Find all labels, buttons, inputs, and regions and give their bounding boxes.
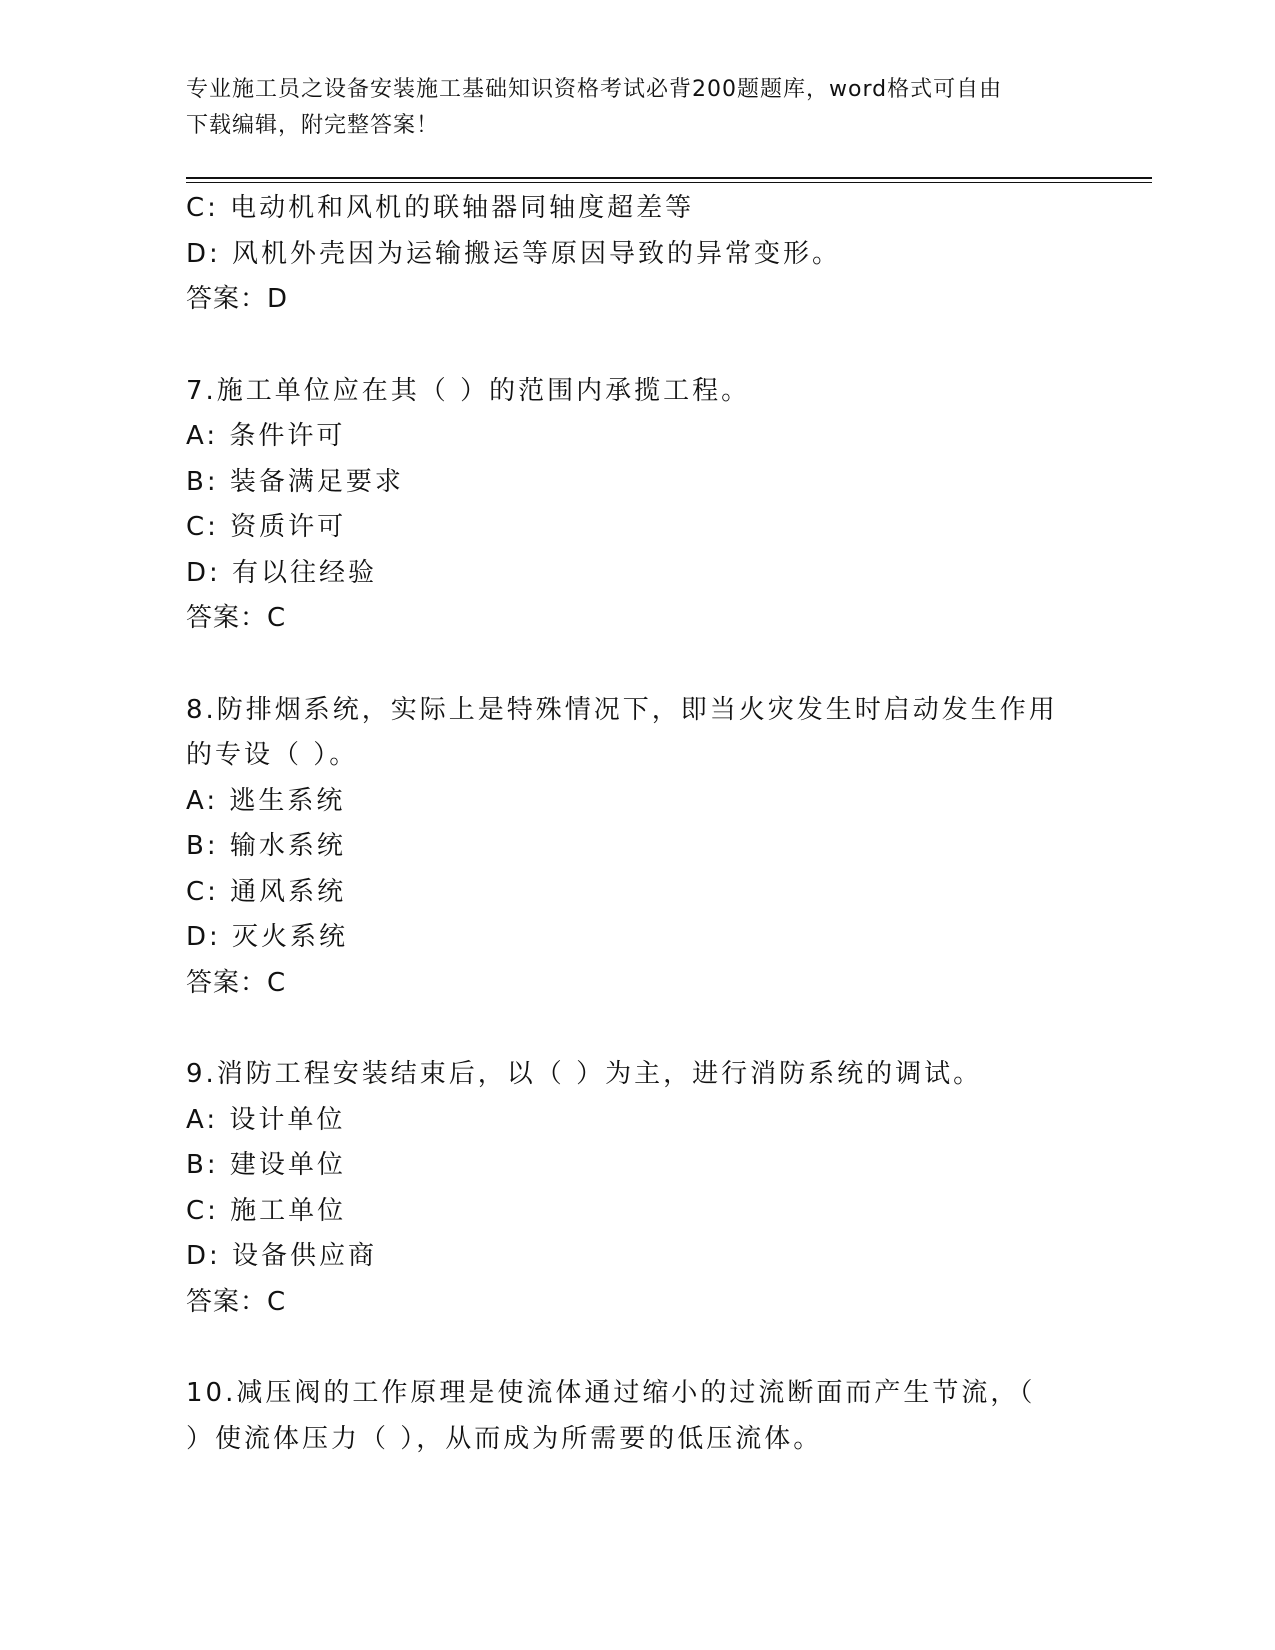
option-b: B: 输水系统 <box>186 831 346 861</box>
spacer <box>186 642 1066 688</box>
question-7 <box>186 369 1066 642</box>
spacer <box>186 1006 1066 1052</box>
option-d: D: 设备供应商 <box>186 1241 378 1271</box>
option-c: C: 电动机和风机的联轴器同轴度超差等 <box>186 193 695 223</box>
answer: 答案：C <box>186 603 287 633</box>
option-d: D: 风机外壳因为运输搬运等原因导致的异常变形。 <box>186 238 842 269</box>
spacer <box>186 1325 1066 1371</box>
option-c: C: 通风系统 <box>186 876 347 907</box>
question-9 <box>186 1052 1066 1325</box>
question-6-tail <box>186 186 1066 323</box>
option-c: C: 施工单位 <box>186 1195 347 1226</box>
question-list <box>186 186 1066 1462</box>
option-a: A: 逃生系统 <box>186 785 346 816</box>
header-title-line-1: 专业施工员之设备安装施工基础知识资格考试必背200题题库，word格式可自由 <box>186 77 1003 102</box>
option-a: A: 条件许可 <box>186 421 346 451</box>
spacer <box>186 323 1066 369</box>
answer: 答案：C <box>186 1286 287 1317</box>
header-divider-thick <box>186 177 1152 179</box>
option-d: D: 灭火系统 <box>186 922 349 952</box>
question-stem-line-1: 10.减压阀的工作原理是使流体通过缩小的过流断面而产生节流，（ <box>186 1378 1036 1408</box>
answer: 答案：D <box>186 284 289 314</box>
document-header <box>186 72 1066 144</box>
option-d: D: 有以往经验 <box>186 557 378 588</box>
question-stem-line-2: ）使流体压力（ ），从而成为所需要的低压流体。 <box>186 1423 823 1454</box>
option-b: B: 建设单位 <box>186 1150 346 1180</box>
answer: 答案：C <box>186 967 287 998</box>
question-stem: 7.施工单位应在其（ ）的范围内承揽工程。 <box>186 375 751 406</box>
option-b: B: 装备满足要求 <box>186 466 404 497</box>
question-10 <box>186 1371 1066 1462</box>
header-divider-thin <box>186 182 1152 183</box>
question-stem-line-1: 8.防排烟系统，实际上是特殊情况下，即当火灾发生时启动发生作用 <box>186 694 1058 725</box>
option-c: C: 资质许可 <box>186 512 347 542</box>
question-stem-line-2: 的专设（ ）。 <box>186 740 359 770</box>
option-a: A: 设计单位 <box>186 1104 346 1135</box>
question-8 <box>186 688 1066 1007</box>
question-stem: 9.消防工程安装结束后，以（ ）为主，进行消防系统的调试。 <box>186 1059 983 1089</box>
header-title-line-2: 下载编辑，附完整答案！ <box>186 113 440 138</box>
